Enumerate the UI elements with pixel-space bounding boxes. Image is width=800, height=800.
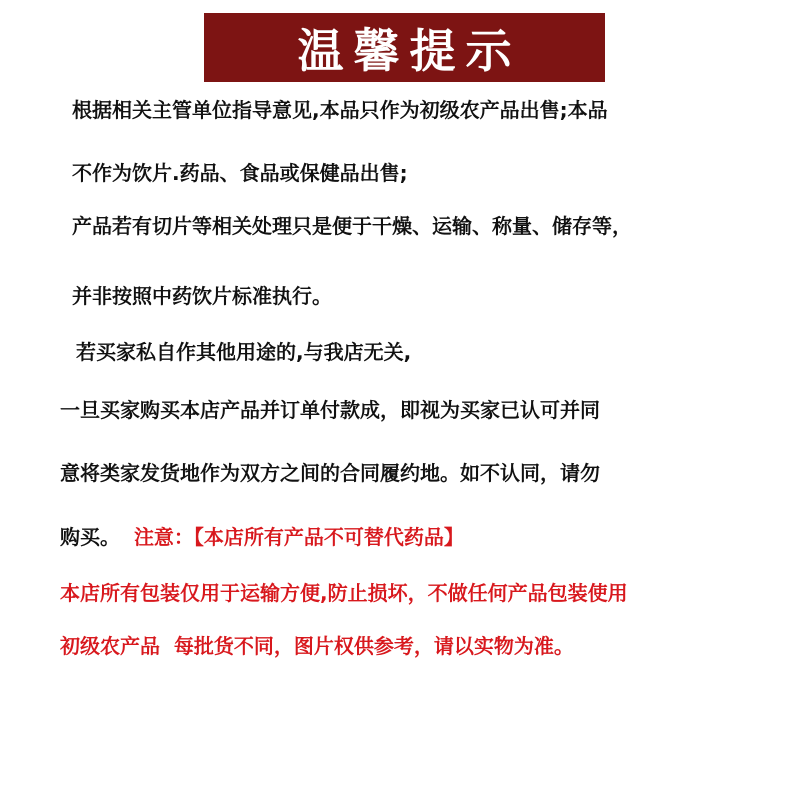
notice-line: 一旦买家购买本店产品并订单付款成，即视为买家已认可并同 [60,398,600,422]
notice-line: 意将类家发货地作为双方之间的合同履约地。如不认同，请勿 [60,461,600,485]
banner-title: 温馨提示 [297,23,522,78]
attention-notice: 注意：【本店所有产品不可替代药品】 [133,525,464,549]
notice-line: 根据相关主管单位指导意见,本品只作为初级农产品出售;本品 [72,98,608,122]
purchase-text: 购买。 [60,525,120,549]
title-banner [204,13,605,82]
notice-line: 若买家私自作其他用途的,与我店无关, [76,340,412,364]
notice-line: 不作为饮片.药品、食品或保健品出售; [72,161,408,185]
notice-line: 并非按照中药饮片标准执行。 [72,284,332,308]
image-disclaimer: 初级农产品 每批货不同，图片权供参考，请以实物为准。 [60,634,574,658]
notice-line [60,524,464,550]
notice-line: 产品若有切片等相关处理只是便于干燥、运输、称量、储存等， [72,214,632,238]
packaging-notice: 本店所有包装仅用于运输方便,防止损坏，不做任何产品包装使用 [60,581,628,605]
